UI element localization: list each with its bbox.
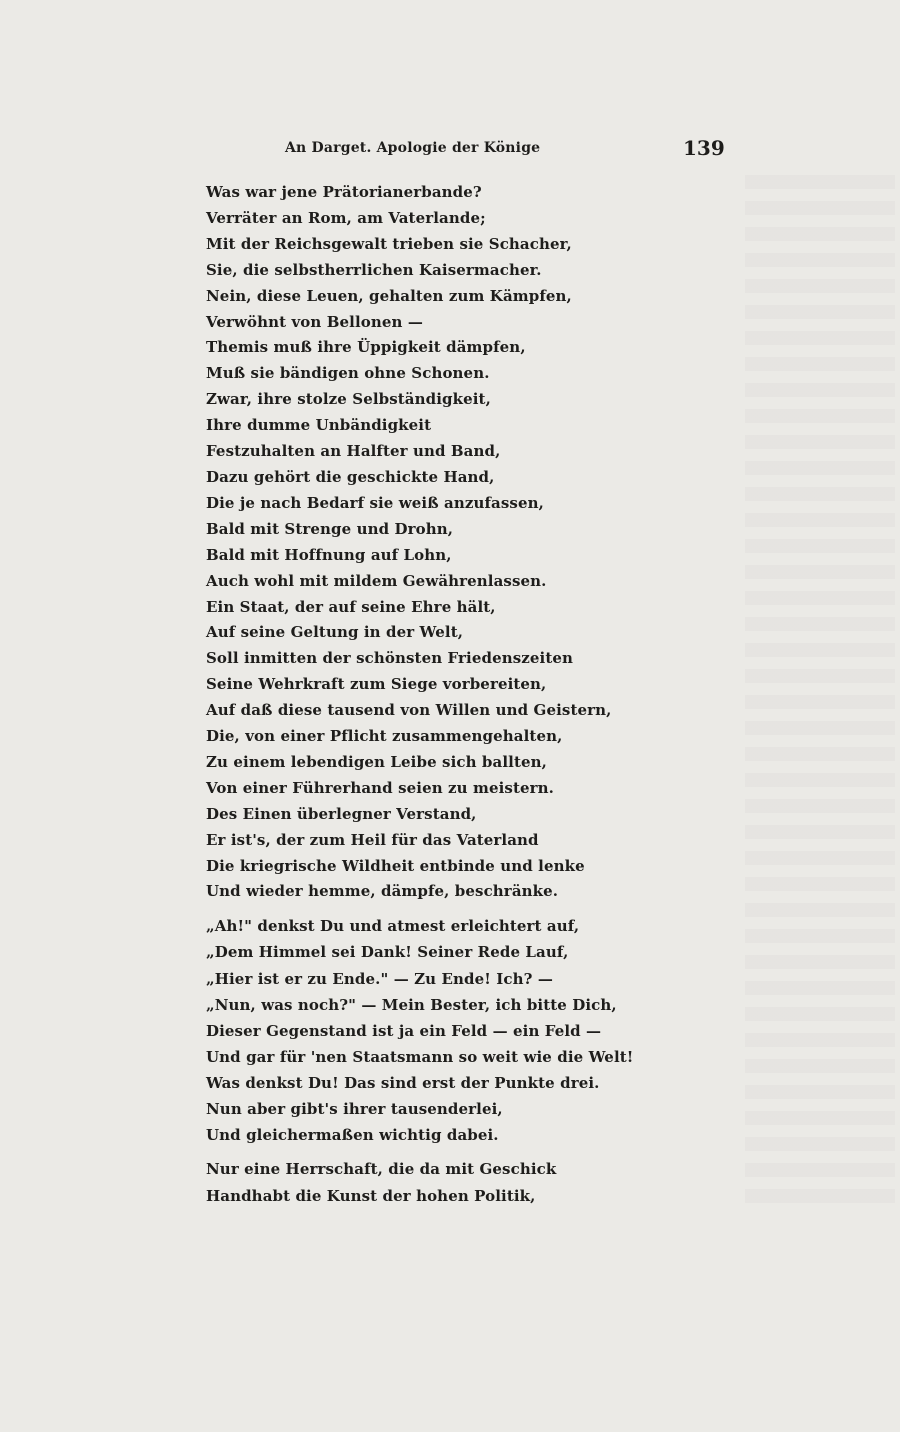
stanza-2 [206, 913, 646, 1148]
verse-line: Ihre dumme Unbändigkeit [206, 416, 432, 435]
verse-line: Soll inmitten der schönsten Friedenszeiten [206, 649, 574, 668]
verse-line: Und gleichermaßen wichtig dabei. [206, 1126, 499, 1145]
verse-line: Sie, die selbstherrlichen Kaisermacher. [206, 260, 542, 279]
stanza-1 [206, 180, 646, 905]
verse-line: Und gar für 'nen Staatsmann so weit wie die Welt! [206, 1047, 634, 1066]
verse-line: Dieser Gegenstand ist ja ein Feld — ein Feld — [206, 1021, 602, 1040]
verse-line: Auch wohl mit mildem Gewährenlassen. [206, 571, 547, 590]
verse-line: Auf daß diese tausend von Willen und Geistern, [206, 701, 612, 720]
verse-line: Handhabt die Kunst der hohen Politik, [206, 1186, 536, 1205]
verse-line: Nein, diese Leuen, gehalten zum Kämpfen, [206, 286, 572, 305]
verse-line: „Nun, was noch?" — Mein Bester, ich bitte Dich, [206, 995, 617, 1014]
verse-line: Themis muß ihre Üppigkeit dämpfen, [206, 338, 526, 357]
verse-line: Seine Wehrkraft zum Siege vorbereiten, [206, 675, 547, 694]
verse-line: Dazu gehört die geschickte Hand, [206, 467, 495, 486]
verse-line: Die kriegrische Wildheit entbinde und lenke [206, 856, 585, 875]
verse-line: Auf seine Geltung in der Welt, [206, 623, 464, 642]
verse-line: Was denkst Du! Das sind erst der Punkte drei. [206, 1073, 600, 1092]
verse-line: Muß sie bändigen ohne Schonen. [206, 364, 490, 383]
verse-line: „Ah!" denkst Du und atmest erleichtert auf, [206, 917, 580, 936]
verse-line: Was war jene Prätorianerbande? [206, 183, 482, 201]
verse-line: Zu einem lebendigen Leibe sich ballten, [206, 752, 547, 771]
verse-line: Verräter an Rom, am Vaterlande; [206, 208, 486, 227]
verse-line: Verwöhnt von Bellonen — [206, 312, 423, 331]
verse-line: Nun aber gibt's ihrer tausenderlei, [206, 1100, 503, 1119]
verse-line: Des Einen überlegner Verstand, [206, 804, 477, 823]
verse-line: „Hier ist er zu Ende." — Zu Ende! Ich? — [206, 969, 553, 988]
verse-line: Bald mit Strenge und Drohn, [206, 519, 454, 538]
verse-line: Zwar, ihre stolze Selbständigkeit, [206, 390, 491, 409]
page-number: 139 [683, 136, 725, 160]
verse-line: Von einer Führerhand seien zu meistern. [206, 778, 554, 797]
poem-body [206, 180, 646, 1209]
bleed-through-texture [745, 175, 895, 1215]
verse-line: Festzuhalten an Halfter und Band, [206, 442, 501, 461]
verse-line: Bald mit Hoffnung auf Lohn, [206, 545, 452, 564]
verse-line: Und wieder hemme, dämpfe, beschränke. [206, 882, 559, 901]
verse-line: Die je nach Bedarf sie weiß anzufassen, [206, 493, 544, 512]
verse-line: Ein Staat, der auf seine Ehre hält, [206, 597, 496, 616]
verse-line: Er ist's, der zum Heil für das Vaterland [206, 830, 539, 849]
verse-line: Mit der Reichsgewalt trieben sie Schacher, [206, 234, 572, 253]
verse-line: Die, von einer Pflicht zusammengehalten, [206, 727, 563, 746]
verse-line: „Dem Himmel sei Dank! Seiner Rede Lauf, [206, 943, 569, 962]
running-title: An Darget. Apologie der Könige [285, 140, 541, 156]
stanza-3 [206, 1156, 646, 1209]
verse-line: Nur eine Herrschaft, die da mit Geschick [206, 1160, 557, 1179]
